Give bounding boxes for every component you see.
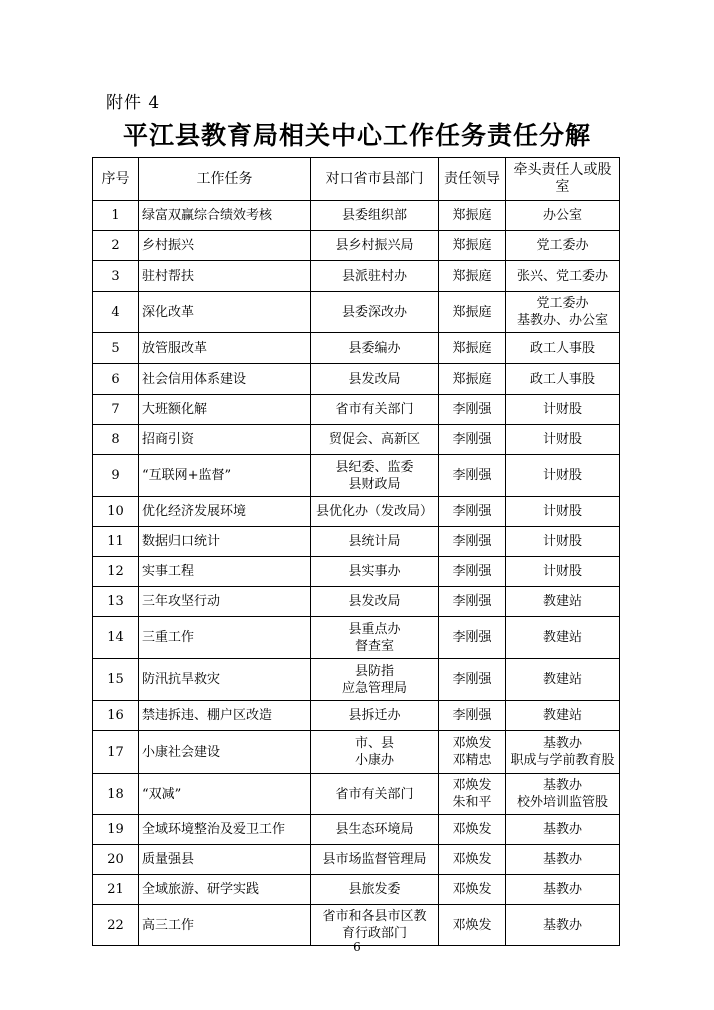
header-leader: 责任领导: [439, 158, 506, 201]
cell-leader-line: 邓焕发: [452, 822, 492, 837]
cell-leader-line: 邓精忠: [452, 753, 492, 768]
cell-task: 实事工程: [139, 557, 311, 587]
cell-task: 防汛抗旱救灾: [139, 659, 311, 701]
table-row: [93, 455, 620, 497]
cell-dept: [311, 261, 439, 292]
cell-no: 19: [93, 815, 139, 845]
cell-task: 社会信用体系建设: [139, 364, 311, 395]
cell-owner-line: 基教办: [542, 736, 582, 751]
cell-leader-line: 李刚强: [452, 708, 492, 723]
cell-no: 18: [93, 774, 139, 815]
cell-task: 三年攻坚行动: [139, 587, 311, 617]
cell-leader: [439, 815, 506, 845]
table-row: [93, 261, 620, 292]
cell-owner-line: 政工人事股: [529, 371, 595, 387]
cell-dept-line: 县重点办: [348, 621, 401, 637]
cell-no: 10: [93, 497, 139, 527]
cell-leader-line: 郑振庭: [452, 268, 492, 284]
cell-dept-line: 县委编办: [348, 340, 401, 356]
cell-leader-line: 李刚强: [452, 504, 492, 519]
cell-leader: [439, 201, 506, 231]
cell-no: 14: [93, 617, 139, 659]
cell-owner: [506, 333, 620, 364]
cell-no: 22: [93, 905, 139, 946]
header-dept: 对口省市县部门: [311, 158, 439, 201]
cell-dept-line: 县拆迁办: [348, 708, 401, 723]
cell-dept-line: 县纪委、监委: [335, 459, 414, 475]
cell-task: 优化经济发展环境: [139, 497, 311, 527]
cell-owner-line: 教建站: [542, 594, 582, 609]
cell-dept: [311, 617, 439, 659]
cell-leader: [439, 527, 506, 557]
table-row: [93, 395, 620, 425]
table-row: [93, 201, 620, 231]
cell-dept-line: 督查室: [354, 638, 394, 654]
cell-dept: [311, 701, 439, 731]
cell-owner: [506, 364, 620, 395]
cell-leader: [439, 557, 506, 587]
cell-task: 招商引资: [139, 425, 311, 455]
cell-owner: [506, 231, 620, 261]
cell-leader: [439, 395, 506, 425]
cell-no: 15: [93, 659, 139, 701]
cell-dept-line: 县派驻村办: [341, 268, 407, 284]
table-row: [93, 701, 620, 731]
cell-owner: [506, 659, 620, 701]
cell-leader-line: 李刚强: [452, 594, 492, 609]
cell-no: 1: [93, 201, 139, 231]
cell-owner-line: 基教办: [542, 778, 582, 793]
cell-dept-line: 省市有关部门: [335, 786, 414, 802]
cell-owner: [506, 527, 620, 557]
cell-leader: [439, 292, 506, 333]
attachment-label: 附件 4: [106, 93, 161, 113]
cell-dept-line: 小康办: [354, 753, 394, 768]
cell-leader: [439, 261, 506, 292]
table-row: [93, 587, 620, 617]
cell-owner: [506, 701, 620, 731]
cell-dept: [311, 395, 439, 425]
header-task: 工作任务: [139, 158, 311, 201]
cell-owner: [506, 395, 620, 425]
table-row: [93, 659, 620, 701]
cell-dept: [311, 497, 439, 527]
cell-dept: [311, 201, 439, 231]
cell-owner-line: 党工委办: [536, 238, 589, 253]
cell-dept-line: 贸促会、高新区: [328, 432, 420, 447]
cell-owner: [506, 815, 620, 845]
cell-owner: [506, 455, 620, 497]
cell-dept-line: 县生态环境局: [335, 822, 414, 837]
cell-leader: [439, 774, 506, 815]
cell-task: 放管服改革: [139, 333, 311, 364]
cell-owner: [506, 875, 620, 905]
table-row: [93, 617, 620, 659]
table-row: [93, 845, 620, 875]
cell-leader: [439, 455, 506, 497]
cell-leader-line: 李刚强: [452, 468, 492, 483]
cell-task: 三重工作: [139, 617, 311, 659]
cell-dept: [311, 774, 439, 815]
cell-owner-line: 计财股: [542, 432, 582, 447]
cell-owner: [506, 557, 620, 587]
cell-dept: [311, 364, 439, 395]
cell-dept-line: 市、县: [354, 736, 394, 751]
cell-owner-line: 教建站: [542, 672, 582, 687]
cell-owner-line: 计财股: [542, 534, 582, 549]
cell-dept-line: 省市有关部门: [335, 402, 414, 417]
table-body: [93, 201, 620, 946]
cell-dept-line: 县防指: [354, 663, 394, 679]
cell-owner-line: 计财股: [542, 504, 582, 519]
cell-task: 高三工作: [139, 905, 311, 946]
cell-owner: [506, 845, 620, 875]
cell-no: 9: [93, 455, 139, 497]
cell-leader: [439, 231, 506, 261]
cell-owner-line: 张兴、党工委办: [516, 268, 608, 284]
table-row: [93, 557, 620, 587]
cell-no: 4: [93, 292, 139, 333]
page-number: 6: [353, 940, 361, 954]
table-row: [93, 497, 620, 527]
cell-leader-line: 李刚强: [452, 630, 492, 645]
cell-leader: [439, 333, 506, 364]
table-header-row: [93, 158, 620, 201]
cell-leader-line: 郑振庭: [452, 340, 492, 356]
cell-leader-line: 李刚强: [452, 564, 492, 579]
cell-owner: [506, 587, 620, 617]
cell-task: 绿富双赢综合绩效考核: [139, 201, 311, 231]
cell-dept: [311, 333, 439, 364]
header-owner: 牵头责任人或股室: [506, 158, 620, 201]
cell-task: 禁违拆违、棚户区改造: [139, 701, 311, 731]
cell-leader: [439, 425, 506, 455]
cell-owner: [506, 425, 620, 455]
cell-leader: [439, 731, 506, 774]
cell-owner: [506, 617, 620, 659]
cell-owner-line: 基教办: [542, 882, 582, 897]
cell-owner-line: 基教办: [542, 852, 582, 867]
cell-owner-line: 教建站: [542, 708, 582, 723]
cell-dept-line: 县市场监督管理局: [322, 852, 427, 867]
cell-leader-line: 李刚强: [452, 402, 492, 417]
cell-dept-line: 县旅发委: [348, 882, 401, 897]
cell-leader-line: 郑振庭: [452, 238, 492, 253]
cell-task: 乡村振兴: [139, 231, 311, 261]
cell-leader-line: 李刚强: [452, 672, 492, 687]
cell-leader-line: 邓焕发: [452, 778, 492, 793]
cell-no: 8: [93, 425, 139, 455]
header-no: 序号: [93, 158, 139, 201]
cell-dept-line: 育行政部门: [341, 926, 407, 941]
cell-leader-line: 邓焕发: [452, 917, 492, 933]
document-title: 平江县教育局相关中心工作任务责任分解: [122, 121, 591, 150]
cell-owner: [506, 497, 620, 527]
cell-dept-line: 应急管理局: [341, 680, 407, 696]
cell-leader: [439, 701, 506, 731]
cell-leader: [439, 659, 506, 701]
table-row: [93, 527, 620, 557]
cell-owner-line: 计财股: [542, 564, 582, 579]
cell-dept: [311, 292, 439, 333]
cell-dept-line: 县实事办: [348, 564, 401, 579]
cell-dept: [311, 815, 439, 845]
cell-leader-line: 李刚强: [452, 432, 492, 447]
cell-dept: [311, 587, 439, 617]
cell-leader: [439, 845, 506, 875]
cell-leader-line: 邓焕发: [452, 852, 492, 867]
cell-owner: [506, 731, 620, 774]
cell-owner-line: 党工委办: [536, 296, 589, 311]
table-row: [93, 875, 620, 905]
cell-task: 驻村帮扶: [139, 261, 311, 292]
cell-dept: [311, 557, 439, 587]
cell-leader-line: 李刚强: [452, 534, 492, 549]
cell-dept: [311, 527, 439, 557]
table-row: [93, 815, 620, 845]
cell-no: 3: [93, 261, 139, 292]
cell-no: 7: [93, 395, 139, 425]
cell-no: 6: [93, 364, 139, 395]
cell-owner-line: 教建站: [542, 630, 582, 645]
table-row: [93, 231, 620, 261]
cell-leader-line: 郑振庭: [452, 304, 492, 320]
cell-no: 2: [93, 231, 139, 261]
cell-dept-line: 县统计局: [348, 534, 401, 549]
cell-no: 12: [93, 557, 139, 587]
cell-dept: [311, 731, 439, 774]
cell-leader: [439, 875, 506, 905]
cell-owner-line: 基教办: [542, 917, 582, 933]
cell-dept-line: 县委组织部: [341, 208, 407, 223]
cell-leader-line: 郑振庭: [452, 371, 492, 387]
cell-task: 全域旅游、研学实践: [139, 875, 311, 905]
cell-task: 质量强县: [139, 845, 311, 875]
cell-owner: [506, 774, 620, 815]
table-row: [93, 731, 620, 774]
table-row: [93, 364, 620, 395]
cell-task: 小康社会建设: [139, 731, 311, 774]
cell-owner-line: 职成与学前教育股: [510, 753, 615, 768]
cell-owner-line: 基教办、办公室: [516, 313, 608, 328]
cell-leader-line: 朱和平: [452, 795, 492, 810]
cell-owner-line: 校外培训监管股: [516, 795, 608, 810]
cell-no: 20: [93, 845, 139, 875]
cell-no: 16: [93, 701, 139, 731]
cell-no: 11: [93, 527, 139, 557]
cell-task: “互联网+监督”: [139, 455, 311, 497]
cell-task: 全域环境整治及爱卫工作: [139, 815, 311, 845]
cell-no: 21: [93, 875, 139, 905]
cell-dept: [311, 875, 439, 905]
cell-owner-line: 办公室: [542, 208, 582, 223]
table-row: [93, 774, 620, 815]
cell-owner: [506, 201, 620, 231]
cell-dept: [311, 845, 439, 875]
table-row: [93, 425, 620, 455]
cell-owner-line: 基教办: [542, 822, 582, 837]
cell-dept-line: 县财政局: [348, 476, 401, 492]
cell-dept: [311, 425, 439, 455]
cell-leader: [439, 497, 506, 527]
cell-no: 13: [93, 587, 139, 617]
cell-leader-line: 邓焕发: [452, 736, 492, 751]
cell-leader-line: 邓焕发: [452, 882, 492, 897]
cell-dept-line: 县委深改办: [341, 304, 407, 320]
table-row: [93, 292, 620, 333]
cell-task: “双减”: [139, 774, 311, 815]
cell-task: 深化改革: [139, 292, 311, 333]
cell-no: 5: [93, 333, 139, 364]
cell-leader-line: 郑振庭: [452, 208, 492, 223]
cell-dept: [311, 455, 439, 497]
cell-dept: [311, 659, 439, 701]
cell-dept-line: 县发改局: [348, 594, 401, 609]
cell-owner: [506, 292, 620, 333]
cell-dept-line: 县优化办（发改局）: [315, 504, 433, 519]
cell-owner: [506, 261, 620, 292]
responsibility-table: [92, 157, 620, 946]
cell-owner-line: 计财股: [542, 468, 582, 483]
cell-dept-line: 县乡村振兴局: [335, 238, 414, 253]
cell-dept-line: 县发改局: [348, 371, 401, 387]
table-row: [93, 333, 620, 364]
cell-no: 17: [93, 731, 139, 774]
cell-owner-line: 计财股: [542, 402, 582, 417]
cell-task: 大班额化解: [139, 395, 311, 425]
cell-owner-line: 政工人事股: [529, 340, 595, 356]
cell-leader: [439, 364, 506, 395]
cell-dept-line: 省市和各县市区教: [322, 909, 427, 924]
cell-leader: [439, 617, 506, 659]
cell-dept: [311, 231, 439, 261]
cell-leader: [439, 587, 506, 617]
cell-task: 数据归口统计: [139, 527, 311, 557]
